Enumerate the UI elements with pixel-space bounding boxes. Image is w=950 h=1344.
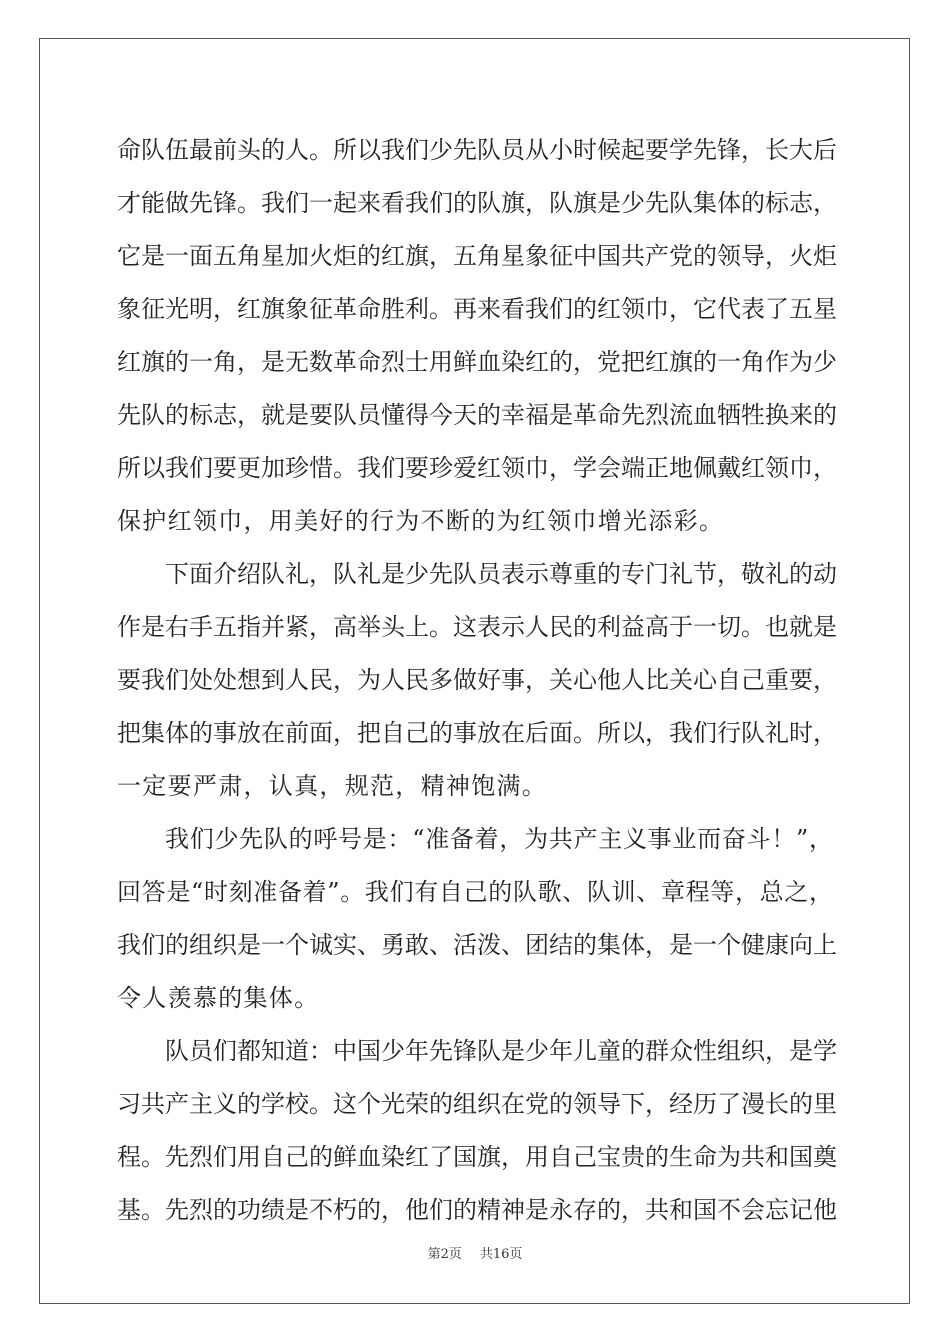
page-total: 共16页 [479, 1247, 523, 1262]
paragraph-first-line: 下面介绍队礼，队礼是少先队员表示尊重的专门礼节，敬礼的动 [165, 560, 837, 588]
text-line: 才能做先锋。我们一起来看我们的队旗，队旗是少先队集体的标志， [117, 189, 837, 217]
text-line: 所以我们要更加珍惜。我们要珍爱红领巾，学会端正地佩戴红领巾， [117, 454, 837, 482]
paragraph-first-line: 队员们都知道：中国少年先锋队是少年儿童的群众性组织，是学 [165, 1037, 837, 1065]
text-line: 一定要严肃，认真，规范，精神饱满。 [117, 772, 548, 800]
text-line: 令人羡慕的集体。 [117, 984, 320, 1012]
text-line: 程。先烈们用自己的鲜血染红了国旗，用自己宝贵的生命为共和国奠 [117, 1143, 837, 1171]
text-line: 回答是“时刻准备着”。我们有自己的队歌、队训、章程等，总之， [117, 878, 833, 906]
text-line: 作是右手五指并紧，高举头上。这表示人民的利益高于一切。也就是 [117, 613, 837, 641]
text-line: 习共产主义的学校。这个光荣的组织在党的领导下，经历了漫长的里 [117, 1090, 837, 1118]
text-line: 保护红领巾，用美好的行为不断的为红领巾增光添彩。 [117, 507, 725, 535]
text-line: 把集体的事放在前面，把自己的事放在后面。所以，我们行队礼时， [117, 719, 837, 747]
text-line: 要我们处处想到人民，为人民多做好事，关心他人比关心自己重要， [117, 666, 837, 694]
text-line: 它是一面五角星加火炬的红旗，五角星象征中国共产党的领导，火炬 [117, 242, 837, 270]
text-line: 基。先烈的功绩是不朽的，他们的精神是永存的，共和国不会忘记他 [117, 1196, 837, 1224]
page-footer [0, 1243, 950, 1262]
text-line: 命队伍最前头的人。所以我们少先队员从小时候起要学先锋，长大后 [117, 136, 837, 164]
text-line: 象征光明，红旗象征革命胜利。再来看我们的红领巾，它代表了五星 [117, 295, 837, 323]
paragraph-first-line: 我们少先队的呼号是：“准备着，为共产主义事业而奋斗！”， [165, 825, 833, 853]
text-line: 先队的标志，就是要队员懂得今天的幸福是革命先烈流血牺牲换来的 [117, 401, 837, 429]
text-line: 我们的组织是一个诚实、勇敢、活泼、团结的集体，是一个健康向上 [117, 931, 837, 959]
page-number: 第2页 [427, 1247, 462, 1262]
text-line: 红旗的一角，是无数革命烈士用鲜血染红的，党把红旗的一角作为少 [117, 348, 837, 376]
